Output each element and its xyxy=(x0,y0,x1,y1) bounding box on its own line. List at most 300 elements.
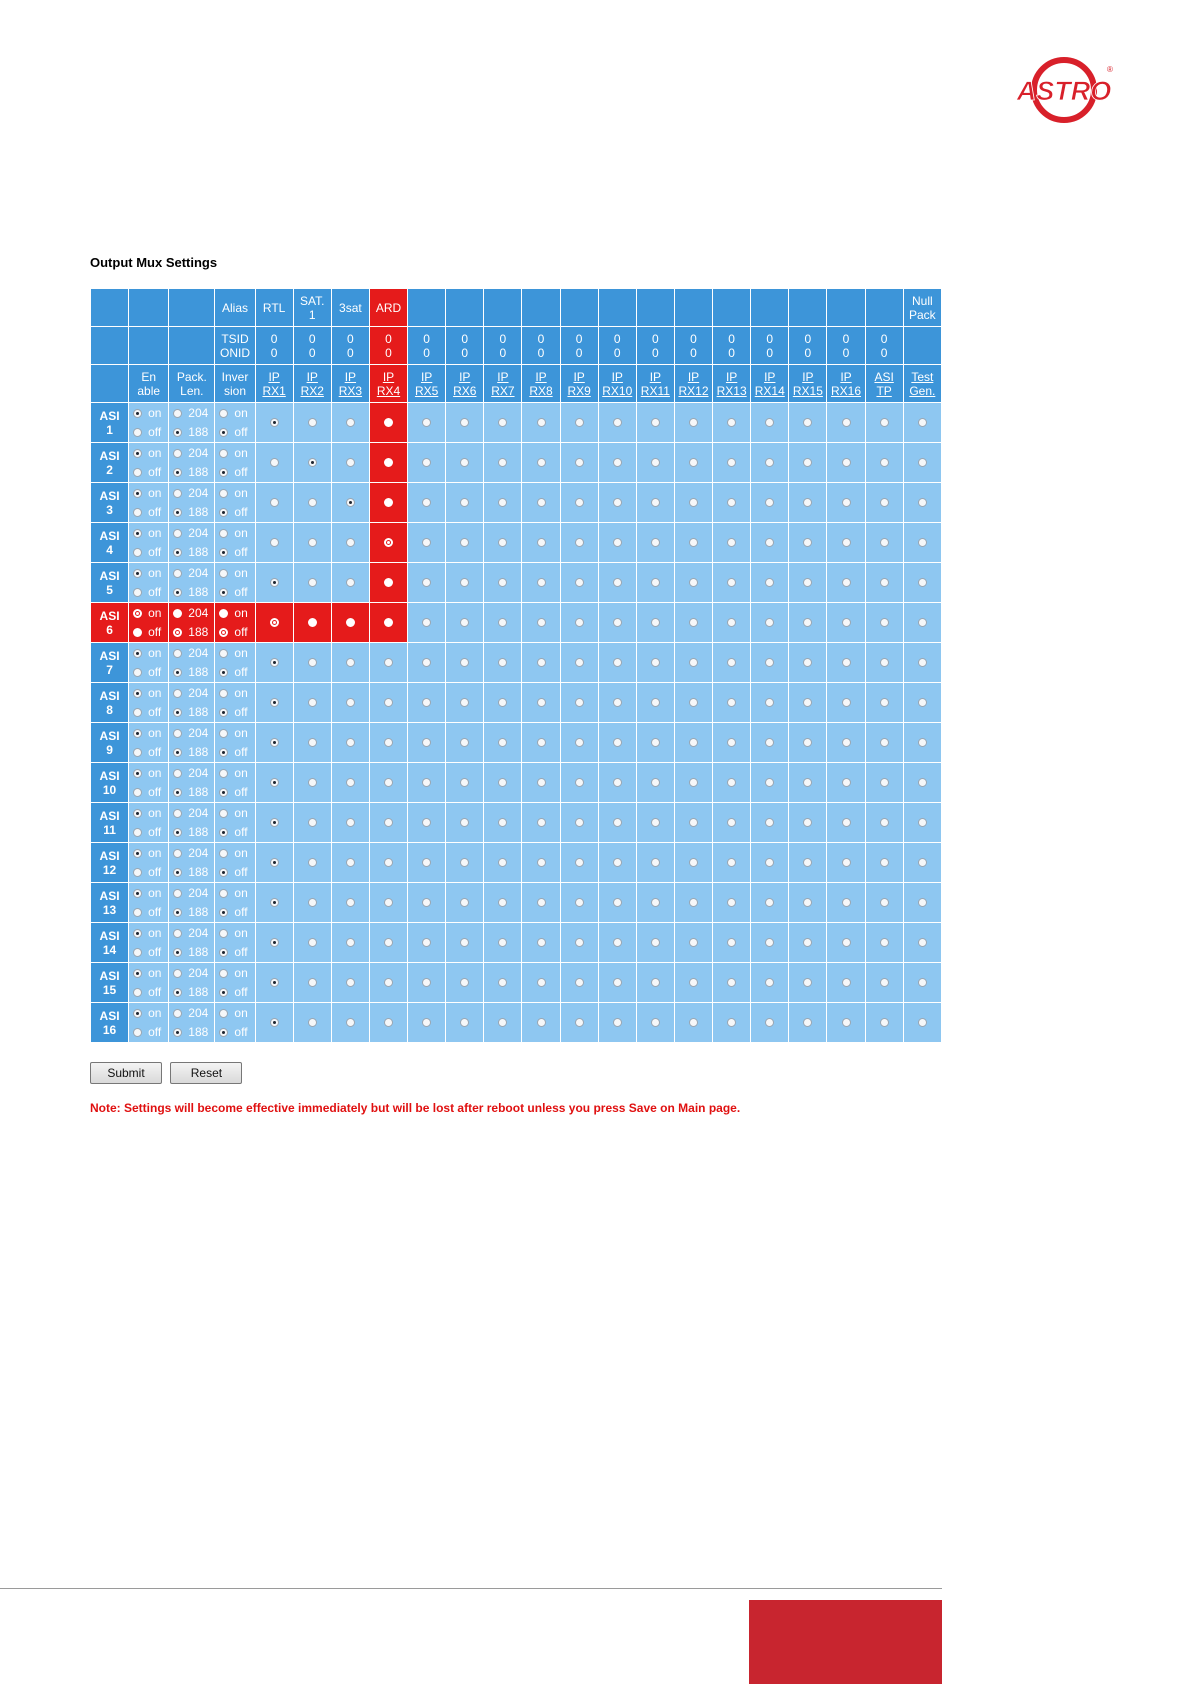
radio-button[interactable] xyxy=(133,668,142,677)
source-radio[interactable] xyxy=(918,818,927,827)
radio-button[interactable] xyxy=(173,788,182,797)
radio-button[interactable] xyxy=(219,809,228,818)
source-radio[interactable] xyxy=(422,538,431,547)
radio-button[interactable] xyxy=(219,969,228,978)
radio-button[interactable] xyxy=(219,548,228,557)
radio-button[interactable] xyxy=(219,769,228,778)
source-radio[interactable] xyxy=(308,418,317,427)
source-radio[interactable] xyxy=(308,658,317,667)
radio-button[interactable] xyxy=(133,628,142,637)
source-radio[interactable] xyxy=(613,498,622,507)
source-radio[interactable] xyxy=(689,698,698,707)
source-radio[interactable] xyxy=(346,818,355,827)
source-radio[interactable] xyxy=(689,938,698,947)
radio-button[interactable] xyxy=(173,828,182,837)
radio-button[interactable] xyxy=(173,588,182,597)
source-radio[interactable] xyxy=(460,498,469,507)
source-radio[interactable] xyxy=(537,498,546,507)
source-radio[interactable] xyxy=(689,618,698,627)
radio-button[interactable] xyxy=(133,689,142,698)
source-radio[interactable] xyxy=(384,618,393,627)
source-radio[interactable] xyxy=(346,658,355,667)
source-radio[interactable] xyxy=(613,818,622,827)
source-radio[interactable] xyxy=(384,418,393,427)
source-radio[interactable] xyxy=(384,698,393,707)
source-radio[interactable] xyxy=(384,458,393,467)
source-radio[interactable] xyxy=(842,978,851,987)
source-radio[interactable] xyxy=(460,658,469,667)
radio-button[interactable] xyxy=(219,948,228,957)
source-radio[interactable] xyxy=(575,818,584,827)
source-radio[interactable] xyxy=(537,538,546,547)
source-radio[interactable] xyxy=(460,898,469,907)
radio-button[interactable] xyxy=(219,468,228,477)
radio-button[interactable] xyxy=(219,668,228,677)
source-radio[interactable] xyxy=(537,658,546,667)
source-radio[interactable] xyxy=(803,498,812,507)
source-radio[interactable] xyxy=(460,458,469,467)
source-radio[interactable] xyxy=(422,818,431,827)
source-header-link[interactable] xyxy=(751,365,789,403)
source-radio[interactable] xyxy=(498,898,507,907)
source-radio[interactable] xyxy=(613,738,622,747)
source-radio[interactable] xyxy=(308,458,317,467)
source-radio[interactable] xyxy=(422,578,431,587)
source-radio[interactable] xyxy=(498,418,507,427)
radio-button[interactable] xyxy=(173,468,182,477)
source-radio[interactable] xyxy=(880,418,889,427)
submit-button[interactable]: Submit xyxy=(90,1062,162,1084)
radio-button[interactable] xyxy=(173,889,182,898)
source-radio[interactable] xyxy=(803,458,812,467)
source-radio[interactable] xyxy=(498,618,507,627)
radio-button[interactable] xyxy=(219,529,228,538)
source-header-link[interactable] xyxy=(446,365,484,403)
radio-button[interactable] xyxy=(219,409,228,418)
radio-button[interactable] xyxy=(219,689,228,698)
source-radio[interactable] xyxy=(308,938,317,947)
radio-button[interactable] xyxy=(219,868,228,877)
source-header-link[interactable] xyxy=(636,365,674,403)
source-radio[interactable] xyxy=(651,978,660,987)
source-radio[interactable] xyxy=(918,618,927,627)
source-radio[interactable] xyxy=(384,978,393,987)
source-radio[interactable] xyxy=(270,778,279,787)
radio-button[interactable] xyxy=(173,948,182,957)
source-radio[interactable] xyxy=(842,1018,851,1027)
source-radio[interactable] xyxy=(727,778,736,787)
source-radio[interactable] xyxy=(803,618,812,627)
radio-button[interactable] xyxy=(219,748,228,757)
source-radio[interactable] xyxy=(575,738,584,747)
radio-button[interactable] xyxy=(219,788,228,797)
source-radio[interactable] xyxy=(803,698,812,707)
radio-button[interactable] xyxy=(173,708,182,717)
source-radio[interactable] xyxy=(384,738,393,747)
source-radio[interactable] xyxy=(575,498,584,507)
source-radio[interactable] xyxy=(842,738,851,747)
radio-button[interactable] xyxy=(133,948,142,957)
source-radio[interactable] xyxy=(880,578,889,587)
radio-button[interactable] xyxy=(133,729,142,738)
source-radio[interactable] xyxy=(308,578,317,587)
source-radio[interactable] xyxy=(346,938,355,947)
source-radio[interactable] xyxy=(727,658,736,667)
source-radio[interactable] xyxy=(498,778,507,787)
source-radio[interactable] xyxy=(765,898,774,907)
source-radio[interactable] xyxy=(880,618,889,627)
source-radio[interactable] xyxy=(651,1018,660,1027)
radio-button[interactable] xyxy=(133,449,142,458)
source-radio[interactable] xyxy=(346,538,355,547)
source-radio[interactable] xyxy=(842,578,851,587)
radio-button[interactable] xyxy=(219,849,228,858)
radio-button[interactable] xyxy=(133,428,142,437)
radio-button[interactable] xyxy=(173,748,182,757)
source-radio[interactable] xyxy=(880,738,889,747)
radio-button[interactable] xyxy=(219,828,228,837)
source-radio[interactable] xyxy=(727,498,736,507)
source-radio[interactable] xyxy=(422,738,431,747)
source-radio[interactable] xyxy=(803,658,812,667)
source-radio[interactable] xyxy=(498,578,507,587)
radio-button[interactable] xyxy=(173,1028,182,1037)
radio-button[interactable] xyxy=(133,748,142,757)
source-header-link[interactable] xyxy=(255,365,293,403)
source-radio[interactable] xyxy=(842,898,851,907)
source-radio[interactable] xyxy=(880,938,889,947)
source-radio[interactable] xyxy=(422,658,431,667)
source-radio[interactable] xyxy=(575,538,584,547)
source-radio[interactable] xyxy=(803,1018,812,1027)
radio-button[interactable] xyxy=(133,889,142,898)
source-radio[interactable] xyxy=(689,418,698,427)
source-radio[interactable] xyxy=(651,858,660,867)
source-radio[interactable] xyxy=(727,458,736,467)
radio-button[interactable] xyxy=(219,609,228,618)
radio-button[interactable] xyxy=(133,529,142,538)
source-radio[interactable] xyxy=(460,858,469,867)
source-radio[interactable] xyxy=(537,818,546,827)
source-radio[interactable] xyxy=(765,538,774,547)
source-radio[interactable] xyxy=(765,858,774,867)
source-radio[interactable] xyxy=(270,1018,279,1027)
radio-button[interactable] xyxy=(219,428,228,437)
source-radio[interactable] xyxy=(308,498,317,507)
source-radio[interactable] xyxy=(422,898,431,907)
source-radio[interactable] xyxy=(498,738,507,747)
source-radio[interactable] xyxy=(651,418,660,427)
source-radio[interactable] xyxy=(765,738,774,747)
source-radio[interactable] xyxy=(803,978,812,987)
source-radio[interactable] xyxy=(537,618,546,627)
radio-button[interactable] xyxy=(133,908,142,917)
source-radio[interactable] xyxy=(880,498,889,507)
source-radio[interactable] xyxy=(918,1018,927,1027)
source-radio[interactable] xyxy=(803,858,812,867)
source-header-link[interactable] xyxy=(903,365,941,403)
radio-button[interactable] xyxy=(173,729,182,738)
source-radio[interactable] xyxy=(880,858,889,867)
source-radio[interactable] xyxy=(537,778,546,787)
radio-button[interactable] xyxy=(173,929,182,938)
source-radio[interactable] xyxy=(613,858,622,867)
source-radio[interactable] xyxy=(842,418,851,427)
source-radio[interactable] xyxy=(346,698,355,707)
reset-button[interactable]: Reset xyxy=(170,1062,242,1084)
source-radio[interactable] xyxy=(422,778,431,787)
radio-button[interactable] xyxy=(133,548,142,557)
source-radio[interactable] xyxy=(384,578,393,587)
source-radio[interactable] xyxy=(270,658,279,667)
source-radio[interactable] xyxy=(498,818,507,827)
source-radio[interactable] xyxy=(765,978,774,987)
source-radio[interactable] xyxy=(689,578,698,587)
source-radio[interactable] xyxy=(765,938,774,947)
source-radio[interactable] xyxy=(575,578,584,587)
radio-button[interactable] xyxy=(133,929,142,938)
source-radio[interactable] xyxy=(689,898,698,907)
source-radio[interactable] xyxy=(842,818,851,827)
radio-button[interactable] xyxy=(133,409,142,418)
source-radio[interactable] xyxy=(918,938,927,947)
source-radio[interactable] xyxy=(460,978,469,987)
source-header-link[interactable] xyxy=(560,365,598,403)
source-radio[interactable] xyxy=(346,418,355,427)
source-radio[interactable] xyxy=(918,978,927,987)
source-radio[interactable] xyxy=(422,418,431,427)
source-header-link[interactable] xyxy=(331,365,369,403)
radio-button[interactable] xyxy=(219,729,228,738)
source-radio[interactable] xyxy=(651,898,660,907)
source-radio[interactable] xyxy=(270,978,279,987)
radio-button[interactable] xyxy=(133,849,142,858)
source-radio[interactable] xyxy=(460,698,469,707)
source-radio[interactable] xyxy=(765,458,774,467)
source-radio[interactable] xyxy=(727,538,736,547)
source-radio[interactable] xyxy=(689,818,698,827)
radio-button[interactable] xyxy=(173,628,182,637)
source-radio[interactable] xyxy=(651,738,660,747)
source-radio[interactable] xyxy=(384,658,393,667)
radio-button[interactable] xyxy=(133,788,142,797)
source-radio[interactable] xyxy=(842,778,851,787)
source-radio[interactable] xyxy=(880,818,889,827)
source-radio[interactable] xyxy=(575,1018,584,1027)
source-radio[interactable] xyxy=(460,818,469,827)
source-radio[interactable] xyxy=(384,898,393,907)
source-header-link[interactable] xyxy=(713,365,751,403)
source-radio[interactable] xyxy=(575,418,584,427)
source-radio[interactable] xyxy=(613,698,622,707)
source-radio[interactable] xyxy=(842,538,851,547)
radio-button[interactable] xyxy=(173,809,182,818)
source-radio[interactable] xyxy=(727,698,736,707)
source-radio[interactable] xyxy=(918,458,927,467)
source-radio[interactable] xyxy=(575,458,584,467)
source-radio[interactable] xyxy=(918,698,927,707)
source-radio[interactable] xyxy=(270,738,279,747)
source-radio[interactable] xyxy=(537,578,546,587)
source-header-link[interactable] xyxy=(522,365,560,403)
source-radio[interactable] xyxy=(537,938,546,947)
source-radio[interactable] xyxy=(498,498,507,507)
source-radio[interactable] xyxy=(384,818,393,827)
source-radio[interactable] xyxy=(498,1018,507,1027)
source-radio[interactable] xyxy=(689,458,698,467)
source-radio[interactable] xyxy=(498,458,507,467)
radio-button[interactable] xyxy=(133,708,142,717)
source-radio[interactable] xyxy=(422,458,431,467)
radio-button[interactable] xyxy=(173,508,182,517)
radio-button[interactable] xyxy=(173,609,182,618)
source-radio[interactable] xyxy=(575,618,584,627)
source-radio[interactable] xyxy=(918,418,927,427)
source-header-link[interactable] xyxy=(293,365,331,403)
source-radio[interactable] xyxy=(270,618,279,627)
source-radio[interactable] xyxy=(727,898,736,907)
source-radio[interactable] xyxy=(842,858,851,867)
source-radio[interactable] xyxy=(613,418,622,427)
radio-button[interactable] xyxy=(219,628,228,637)
radio-button[interactable] xyxy=(173,569,182,578)
radio-button[interactable] xyxy=(133,489,142,498)
source-radio[interactable] xyxy=(727,978,736,987)
source-radio[interactable] xyxy=(270,898,279,907)
source-radio[interactable] xyxy=(613,778,622,787)
source-radio[interactable] xyxy=(422,498,431,507)
source-radio[interactable] xyxy=(346,1018,355,1027)
radio-button[interactable] xyxy=(133,588,142,597)
source-radio[interactable] xyxy=(498,938,507,947)
source-radio[interactable] xyxy=(460,578,469,587)
source-radio[interactable] xyxy=(918,858,927,867)
source-radio[interactable] xyxy=(803,418,812,427)
source-radio[interactable] xyxy=(346,458,355,467)
source-radio[interactable] xyxy=(346,498,355,507)
source-radio[interactable] xyxy=(537,1018,546,1027)
source-radio[interactable] xyxy=(575,978,584,987)
source-radio[interactable] xyxy=(498,658,507,667)
source-radio[interactable] xyxy=(842,938,851,947)
source-radio[interactable] xyxy=(842,698,851,707)
radio-button[interactable] xyxy=(133,649,142,658)
source-radio[interactable] xyxy=(460,738,469,747)
source-radio[interactable] xyxy=(270,418,279,427)
source-radio[interactable] xyxy=(727,858,736,867)
source-radio[interactable] xyxy=(689,858,698,867)
source-radio[interactable] xyxy=(384,498,393,507)
source-header-link[interactable] xyxy=(789,365,827,403)
source-radio[interactable] xyxy=(689,738,698,747)
source-radio[interactable] xyxy=(308,818,317,827)
source-radio[interactable] xyxy=(842,458,851,467)
source-radio[interactable] xyxy=(765,698,774,707)
source-radio[interactable] xyxy=(308,1018,317,1027)
radio-button[interactable] xyxy=(133,609,142,618)
radio-button[interactable] xyxy=(173,668,182,677)
source-radio[interactable] xyxy=(765,498,774,507)
source-radio[interactable] xyxy=(803,578,812,587)
source-radio[interactable] xyxy=(803,898,812,907)
source-radio[interactable] xyxy=(537,698,546,707)
radio-button[interactable] xyxy=(173,409,182,418)
source-radio[interactable] xyxy=(422,938,431,947)
source-radio[interactable] xyxy=(384,938,393,947)
radio-button[interactable] xyxy=(133,809,142,818)
source-radio[interactable] xyxy=(613,898,622,907)
source-radio[interactable] xyxy=(803,738,812,747)
radio-button[interactable] xyxy=(219,708,228,717)
source-header-link[interactable] xyxy=(484,365,522,403)
radio-button[interactable] xyxy=(219,908,228,917)
source-radio[interactable] xyxy=(346,858,355,867)
source-radio[interactable] xyxy=(575,698,584,707)
source-radio[interactable] xyxy=(308,898,317,907)
source-radio[interactable] xyxy=(727,1018,736,1027)
source-radio[interactable] xyxy=(498,698,507,707)
source-header-link[interactable] xyxy=(827,365,865,403)
radio-button[interactable] xyxy=(133,828,142,837)
source-radio[interactable] xyxy=(575,658,584,667)
source-radio[interactable] xyxy=(880,658,889,667)
radio-button[interactable] xyxy=(219,569,228,578)
source-radio[interactable] xyxy=(689,978,698,987)
source-radio[interactable] xyxy=(422,858,431,867)
source-radio[interactable] xyxy=(498,538,507,547)
radio-button[interactable] xyxy=(173,1009,182,1018)
source-radio[interactable] xyxy=(918,658,927,667)
source-radio[interactable] xyxy=(651,618,660,627)
source-radio[interactable] xyxy=(765,658,774,667)
source-radio[interactable] xyxy=(842,498,851,507)
source-radio[interactable] xyxy=(727,618,736,627)
radio-button[interactable] xyxy=(219,988,228,997)
source-header-link[interactable] xyxy=(598,365,636,403)
source-radio[interactable] xyxy=(651,938,660,947)
source-radio[interactable] xyxy=(651,818,660,827)
source-radio[interactable] xyxy=(651,538,660,547)
radio-button[interactable] xyxy=(173,649,182,658)
source-radio[interactable] xyxy=(689,658,698,667)
source-radio[interactable] xyxy=(803,938,812,947)
source-radio[interactable] xyxy=(689,1018,698,1027)
radio-button[interactable] xyxy=(173,868,182,877)
radio-button[interactable] xyxy=(133,468,142,477)
source-radio[interactable] xyxy=(918,898,927,907)
source-radio[interactable] xyxy=(346,898,355,907)
source-radio[interactable] xyxy=(308,538,317,547)
source-radio[interactable] xyxy=(918,738,927,747)
source-radio[interactable] xyxy=(498,978,507,987)
radio-button[interactable] xyxy=(173,428,182,437)
source-radio[interactable] xyxy=(346,778,355,787)
source-radio[interactable] xyxy=(346,578,355,587)
source-radio[interactable] xyxy=(689,778,698,787)
radio-button[interactable] xyxy=(219,1009,228,1018)
source-header-link[interactable] xyxy=(408,365,446,403)
radio-button[interactable] xyxy=(133,569,142,578)
source-radio[interactable] xyxy=(842,658,851,667)
source-radio[interactable] xyxy=(270,578,279,587)
radio-button[interactable] xyxy=(219,889,228,898)
source-radio[interactable] xyxy=(613,938,622,947)
source-radio[interactable] xyxy=(270,698,279,707)
source-radio[interactable] xyxy=(384,1018,393,1027)
source-radio[interactable] xyxy=(689,498,698,507)
source-radio[interactable] xyxy=(422,1018,431,1027)
radio-button[interactable] xyxy=(173,529,182,538)
